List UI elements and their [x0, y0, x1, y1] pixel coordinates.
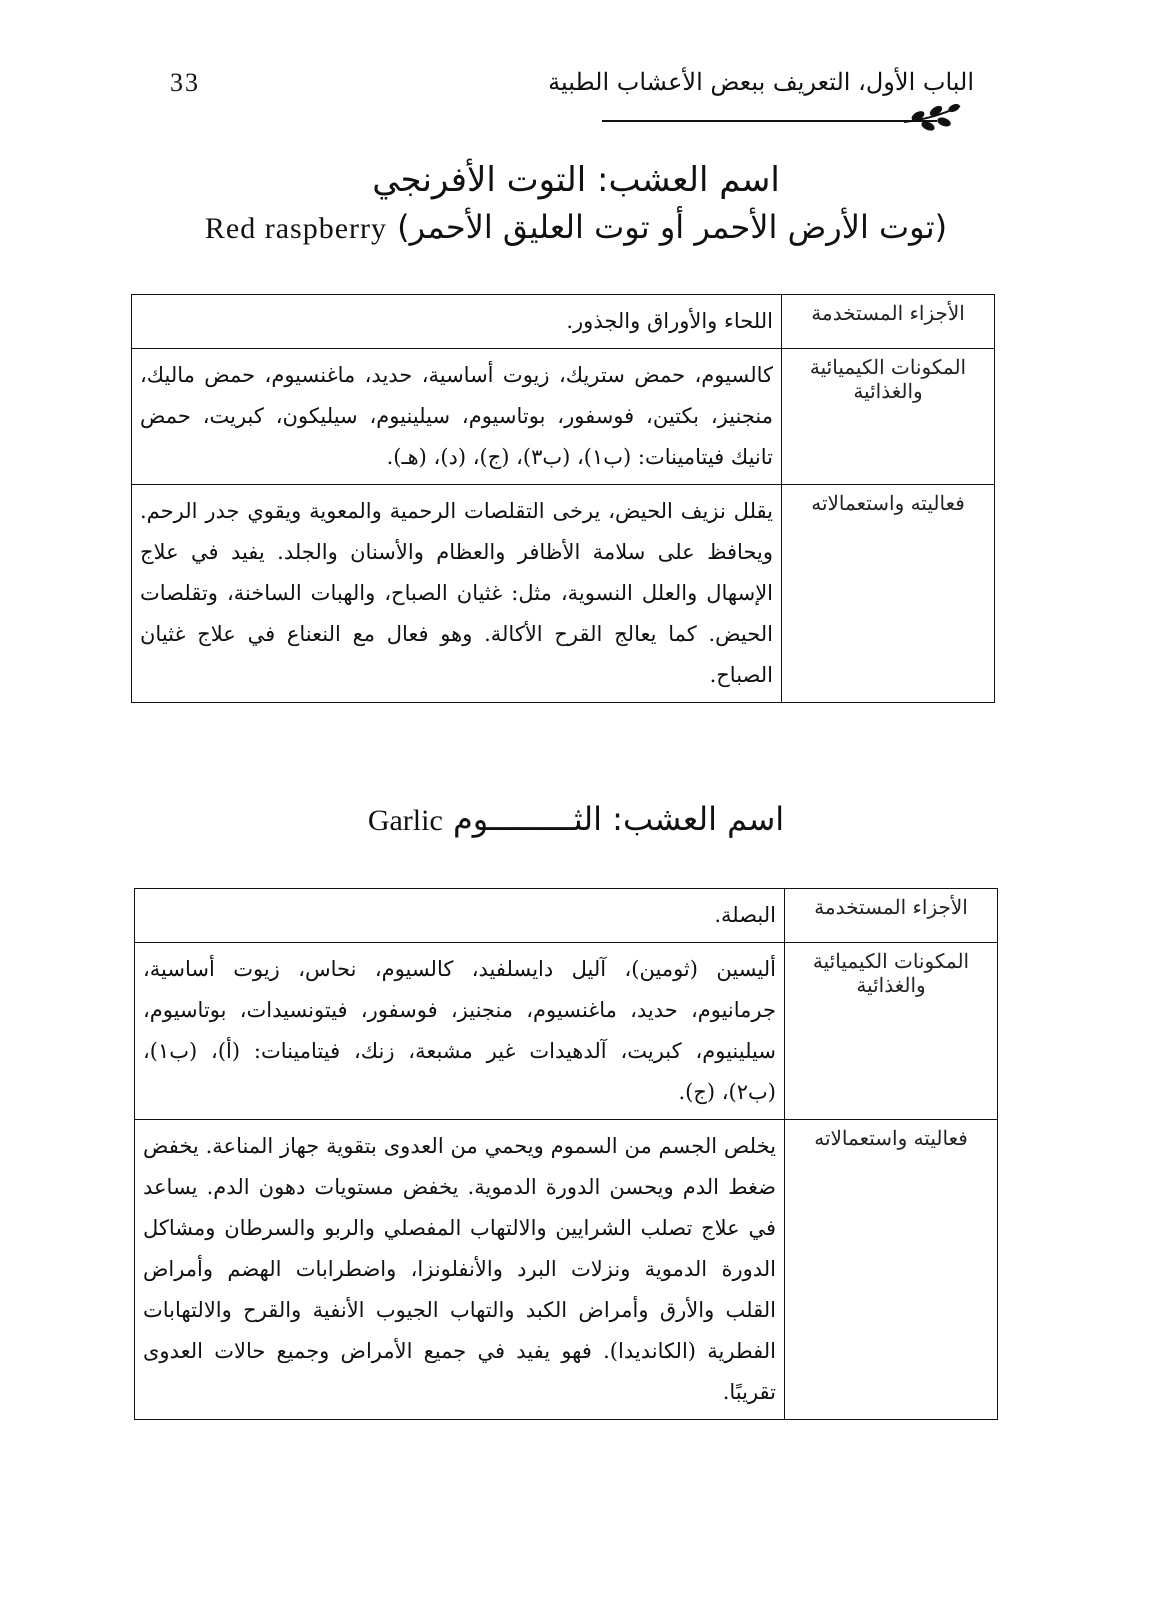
- row-value: أليسين (ثومين)، آليل دايسلفيد، كالسيوم، نحاس، زيوت أساسية، جرمانيوم، حديد، ماغنسيوم، منجنيز، فوسفور، فيتونسيدات، بوتاسيوم، سيلينيوم، كبريت، آلدهيدات غير مشبعة، زنك، فيتامينات: (أ)، (ب١)، (ب٢)، (ج).: [135, 943, 785, 1120]
- row-label: الأجزاء المستخدمة: [782, 295, 995, 349]
- table-row: [135, 1120, 998, 1420]
- table-row: [132, 349, 995, 485]
- row-label: فعاليته واستعمالاته: [782, 485, 995, 703]
- running-head: الباب الأول، التعريف ببعض الأعشاب الطبية: [548, 68, 974, 96]
- header-rule: [602, 120, 937, 122]
- table-row: [132, 485, 995, 703]
- herb2-title: [0, 800, 1152, 838]
- page-number: 33: [170, 68, 200, 97]
- row-value: يقلل نزيف الحيض، يرخى التقلصات الرحمية والمعوية ويقوي جدر الرحم. ويحافظ على سلامة الأظافر والعظام والأسنان والجلد. يفيد في علاج الإسهال والعلل النسوية، مثل: غثيان الصباح، والهبات الساخنة، وتقلصات الحيض. كما يعالج القرح الأكالة. وهو فعال مع النعناع في علاج غثيان الصباح.: [132, 485, 782, 703]
- herb2-title-arabic: اسم العشب: الثـــــــــوم: [452, 800, 785, 838]
- table-row: [135, 889, 998, 943]
- row-label: المكونات الكيميائية والغذائية: [782, 349, 995, 485]
- row-label: الأجزاء المستخدمة: [785, 889, 998, 943]
- herb1-subtitle-latin: Red raspberry: [204, 212, 387, 245]
- row-value: اللحاء والأوراق والجذور.: [132, 295, 782, 349]
- row-label: فعاليته واستعمالاته: [785, 1120, 998, 1420]
- table-row: [132, 295, 995, 349]
- herb1-subtitle: [0, 208, 1152, 246]
- table-row: [135, 943, 998, 1120]
- herb1-table: [131, 294, 995, 703]
- row-label: المكونات الكيميائية والغذائية: [785, 943, 998, 1120]
- herb1-subtitle-arabic: (توت الأرض الأحمر أو توت العليق الأحمر): [397, 208, 948, 246]
- herb2-title-latin: Garlic: [367, 804, 443, 837]
- row-value: يخلص الجسم من السموم ويحمي من العدوى بتقوية جهاز المناعة. يخفض ضغط الدم ويحسن الدورة الدموية. يخفض مستويات دهون الدم. يساعد في علاج تصلب الشرايين والالتهاب المفصلي والربو والسرطان ومشاكل الدورة الدموية ونزلات البرد والأنفلونزا، واضطرابات الهضم وأمراض القلب والأرق وأمراض الكبد والتهاب الجيوب الأنفية والقرح والالتهابات الفطرية (الكانديدا). فهو يفيد في جميع الأمراض وجميع حالات العدوى تقريبًا.: [135, 1120, 785, 1420]
- row-value: كالسيوم، حمض ستريك، زيوت أساسية، حديد، ماغنسيوم، حمض ماليك، منجنيز، بكتين، فوسفور، بوتاسيوم، سيلينيوم، سيليكون، كبريت، حمض تانيك فيتامينات: (ب١)، (ب٣)، (ج)، (د)، (هـ).: [132, 349, 782, 485]
- herb2-table: [134, 888, 998, 1420]
- row-value: البصلة.: [135, 889, 785, 943]
- leaf-branch-icon: [902, 98, 962, 138]
- herb1-title: اسم العشب: التوت الأفرنجي: [372, 160, 780, 200]
